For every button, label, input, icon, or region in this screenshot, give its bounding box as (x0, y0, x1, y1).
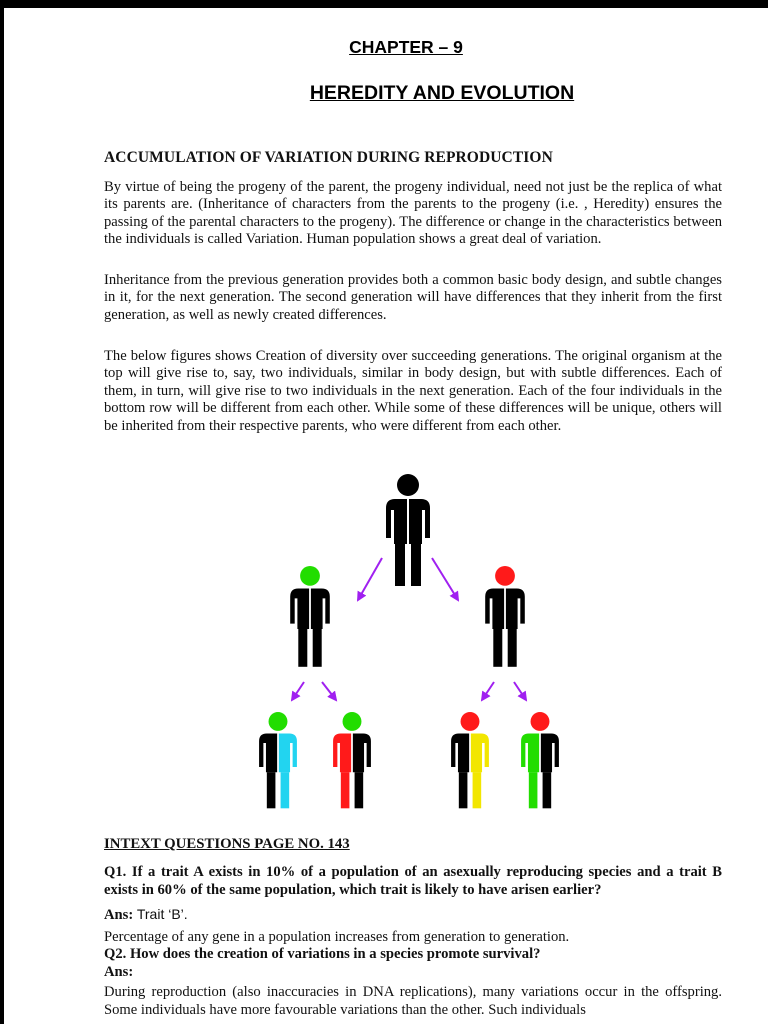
arrow-left-to-gc2 (322, 682, 336, 700)
grandchild-figure-1-right-half (279, 734, 297, 809)
grandchild-figure-3-head (461, 712, 480, 731)
parent-figure-head (397, 474, 419, 496)
child-figure-right (485, 566, 525, 667)
grandchild-figure-1-left-half (259, 734, 277, 809)
grandchild-figure-2-right-half (353, 734, 371, 809)
grandchild-figure-3 (451, 712, 489, 808)
child-figure-right-head (495, 566, 515, 586)
section-heading: ACCUMULATION OF VARIATION DURING REPRODUCTION (104, 149, 553, 166)
question-2: Q2. How does the creation of variations in a species promote survival? (104, 946, 541, 962)
answer-1-explanation: Percentage of any gene in a population increases from generation to generation. (104, 929, 570, 945)
answer-2-text: During reproduction (also inaccuracies in DNA replications), many variations occur in the offspring. Some individuals have more favourable variations than the other. Such individuals (104, 984, 722, 1018)
answer-1 (104, 906, 722, 924)
grandchild-figure-4 (521, 712, 559, 808)
parent-figure-right-half (409, 499, 430, 586)
grandchild-figure-4-head (531, 712, 550, 731)
answer-1-label: Ans: (104, 907, 134, 923)
child-figure-left (290, 566, 330, 667)
child-figure-right-right-half (506, 589, 525, 667)
chapter-number: CHAPTER – 9 (349, 37, 463, 57)
paragraph-diversity: The below figures shows Creation of diversity over succeeding generations. The original organism at the top will give rise to, say, two individuals, similar in body design, but with subtle differences. Each of them, in turn, will give rise to two individuals in the next generation. Each of the four individuals in the bottom row will be different from each other. While some of these differences will be unique, others will be inherited from their respective parents, who were different from each other. (104, 348, 722, 434)
child-figure-left-left-half (290, 589, 309, 667)
answer-1-value: Trait ‘B’. (136, 906, 188, 922)
parent-figure-left-half (386, 499, 407, 586)
child-figure-left-right-half (311, 589, 330, 667)
grandchild-figure-4-left-half (521, 734, 539, 809)
paragraph-inheritance: Inheritance from the previous generation provides both a common basic body design, and subtle changes in it, for the next generation. The second generation will have differences that they inherit from the first generation, as well as newly created differences. (104, 272, 722, 323)
answer-2-label: Ans: (104, 964, 134, 980)
intext-questions-heading: INTEXT QUESTIONS PAGE NO. 143 (104, 836, 350, 852)
grandchild-figure-1-head (269, 712, 288, 731)
diversity-diagram (240, 466, 580, 830)
grandchild-figure-2 (333, 712, 371, 808)
grandchild-figure-2-left-half (333, 734, 351, 809)
grandchild-figure-3-right-half (471, 734, 489, 809)
grandchild-figure-1 (259, 712, 297, 808)
grandchild-figure-4-right-half (541, 734, 559, 809)
arrow-parent-to-left (358, 558, 382, 600)
chapter-title: HEREDITY AND EVOLUTION (309, 82, 575, 104)
child-figure-left-head (300, 566, 320, 586)
arrow-right-to-gc3 (482, 682, 494, 700)
arrow-right-to-gc4 (514, 682, 526, 700)
arrow-parent-to-right (432, 558, 458, 600)
child-figure-right-left-half (485, 589, 504, 667)
paragraph-variation: By virtue of being the progeny of the parent, the progeny individual, need not just be the replica of what its parents are. (Inheritance of characters from the parents to the progeny (i.e. , Heredity) ensures the passing of the parental characters to the progeny). The difference or change in the characteristics between the individuals is called Variation. Human population shows a great deal of variation. (104, 179, 722, 248)
question-1: Q1. If a trait A exists in 10% of a population of an asexually reproducing species and a trait B exists in 60% of the same population, which trait is likely to have arisen earlier? (104, 864, 722, 898)
grandchild-figure-2-head (343, 712, 362, 731)
arrow-left-to-gc1 (292, 682, 304, 700)
grandchild-figure-3-left-half (451, 734, 469, 809)
parent-figure (386, 474, 430, 586)
